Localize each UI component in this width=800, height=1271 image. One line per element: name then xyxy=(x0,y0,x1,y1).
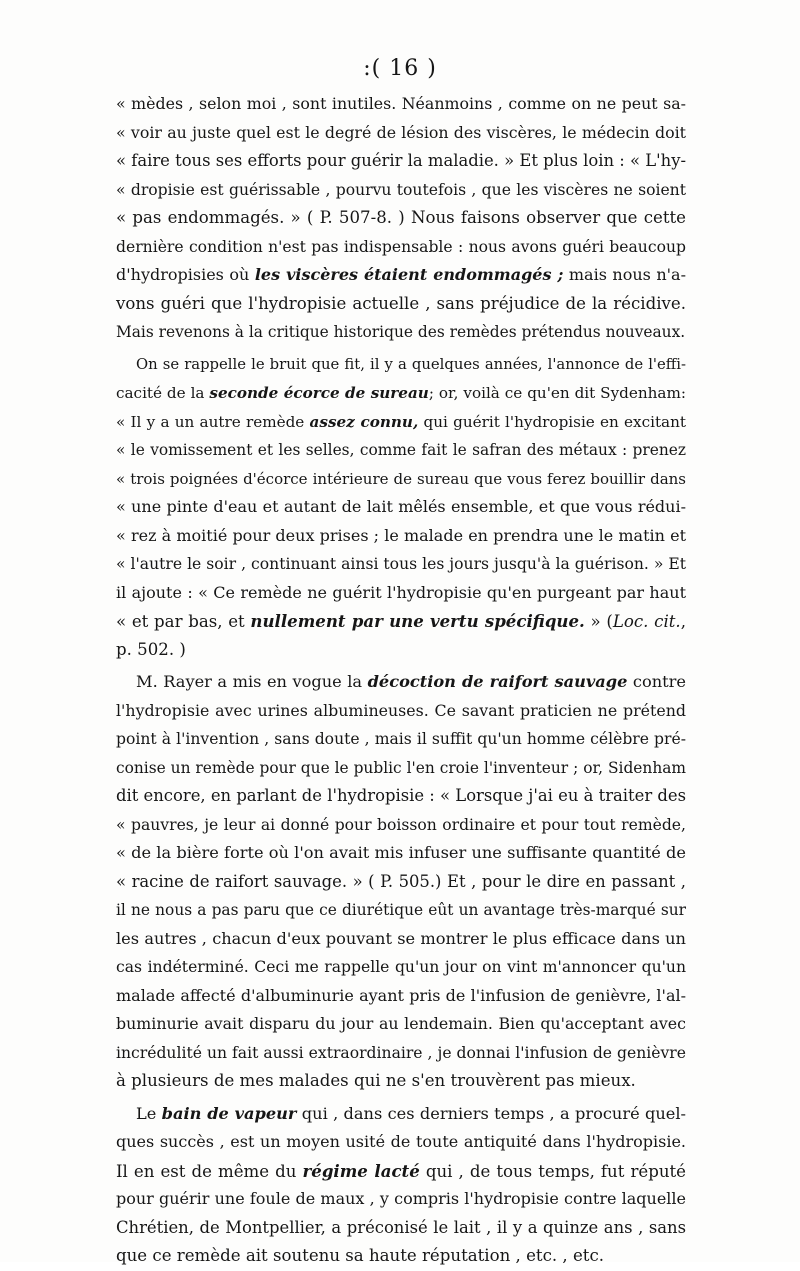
emphasis: nullement par une vertu spécifique. xyxy=(250,611,585,631)
text-line: « Il y a un autre remède assez connu, qui guérit l'hydropisie en excitant xyxy=(116,412,686,431)
text-line: l'hydropisie avec urines albumineuses. Ce savant praticien ne prétend xyxy=(116,700,686,720)
text-line: « faire tous ses efforts pour guérir la maladie. » Et plus loin : « L'hy- xyxy=(116,151,686,170)
emphasis: régime lacté xyxy=(302,1160,420,1181)
text-line: Chrétien, de Montpellier, a préconisé le lait , il y a quinze ans , sans xyxy=(116,1217,686,1237)
text-line: « voir au juste quel est le degré de lésion des viscères, le médecin doit xyxy=(116,122,686,142)
text-line: On se rappelle le bruit que fit, il y a quelques années, l'annonce de l'effi- xyxy=(136,355,686,373)
text-line: conise un remède pour que le public l'en croie l'inventeur ; or, Sidenham xyxy=(116,758,686,777)
text-line: Mais revenons à la critique historique des remèdes prétendus nouveaux. xyxy=(116,323,686,341)
text-line: « une pinte d'eau et autant de lait mêlés ensemble, et que vous rédui- xyxy=(116,497,686,516)
text-line: « le vomissement et les selles, comme fait le safran des métaux : prenez xyxy=(116,441,686,459)
text-line: « pas endommagés. » ( P. 507-8. ) Nous faisons observer que cette xyxy=(116,208,686,227)
emphasis: les viscères étaient endommagés ; xyxy=(254,265,564,284)
text-line: vons guéri que l'hydropisie actuelle , sans préjudice de la récidive. xyxy=(116,293,686,313)
text-line: « pauvres, je leur ai donné pour boisson ordinaire et pour tout remède, xyxy=(116,815,686,834)
text-line: il ne nous a pas paru que ce diurétique eût un avantage très-marqué sur xyxy=(116,901,686,919)
text-line: cacité de la seconde écorce de sureau; or, voilà ce qu'en dit Sydenham: xyxy=(116,384,686,402)
text-line: cas indéterminé. Ceci me rappelle qu'un jour on vint m'annoncer qu'un xyxy=(116,958,686,976)
text-line: que ce remède ait soutenu sa haute réputation , etc. , etc. xyxy=(116,1246,605,1265)
text-line: « dropisie est guérissable , pourvu toutefois , que les viscères ne soient xyxy=(116,180,686,199)
text-line: point à l'invention , sans doute , mais il suffit qu'un homme célèbre pré- xyxy=(116,730,686,748)
text-line: les autres , chacun d'eux pouvant se montrer le plus efficace dans un xyxy=(116,928,686,948)
text-line: p. 502. ) xyxy=(116,639,186,659)
text-line: buminurie avait disparu du jour au lendemain. Bien qu'acceptant avec xyxy=(116,1014,686,1033)
text-line: « racine de raifort sauvage. » ( P. 505.) Et , pour le dire en passant , xyxy=(116,871,686,891)
text-line: M. Rayer a mis en vogue la décoction de raifort sauvage contre xyxy=(136,672,686,691)
text-line: « trois poignées d'écorce intérieure de sureau que vous ferez bouillir dans xyxy=(116,469,686,488)
emphasis: bain de vapeur xyxy=(161,1103,297,1123)
text-line: pour guérir une foule de maux , y compris l'hydropisie contre laquelle xyxy=(116,1189,686,1208)
page-number: :( 16 ) xyxy=(363,56,437,81)
emphasis: seconde écorce de sureau xyxy=(209,384,429,402)
text-line: à plusieurs de mes malades qui ne s'en trouvèrent pas mieux. xyxy=(116,1071,636,1090)
text-line: malade affecté d'albuminurie ayant pris de l'infusion de genièvre, l'al- xyxy=(116,985,686,1005)
text-line: dernière condition n'est pas indispensable : nous avons guéri beaucoup xyxy=(116,237,686,256)
text-line: d'hydropisies où les viscères étaient endommagés ; mais nous n'a- xyxy=(116,265,687,284)
emphasis: assez connu, xyxy=(309,412,419,431)
citation: Loc. cit. xyxy=(612,612,681,631)
text-line: Le bain de vapeur qui , dans ces derniers temps , a procuré quel- xyxy=(136,1103,686,1123)
text-line: « mèdes , selon moi , sont inutiles. Néanmoins , comme on ne peut sa- xyxy=(116,94,686,113)
text-line: Il en est de même du régime lacté qui , de tous temps, fut réputé xyxy=(116,1160,687,1181)
text-line: « l'autre le soir , continuant ainsi tous les jours jusqu'à la guérison. » Et xyxy=(116,555,686,573)
text-line: « de la bière forte où l'on avait mis infuser une suffisante quantité de xyxy=(116,843,686,862)
text-line: dit encore, en parlant de l'hydropisie : « Lorsque j'ai eu à traiter des xyxy=(116,786,686,805)
text-line: « rez à moitié pour deux prises ; le malade en prendra une le matin et xyxy=(116,525,686,545)
text-line: « et par bas, et nullement par une vertu spécifique. » (Loc. cit., xyxy=(116,611,686,631)
emphasis: décoction de raifort sauvage xyxy=(367,672,628,691)
text-line: ques succès , est un moyen usité de toute antiquité dans l'hydropisie. xyxy=(116,1132,686,1151)
body-text xyxy=(116,90,686,1271)
text-line: il ajoute : « Ce remède ne guérit l'hydropisie qu'en purgeant par haut xyxy=(116,582,686,602)
text-line: incrédulité un fait aussi extraordinaire , je donnai l'infusion de genièvre xyxy=(116,1043,686,1062)
